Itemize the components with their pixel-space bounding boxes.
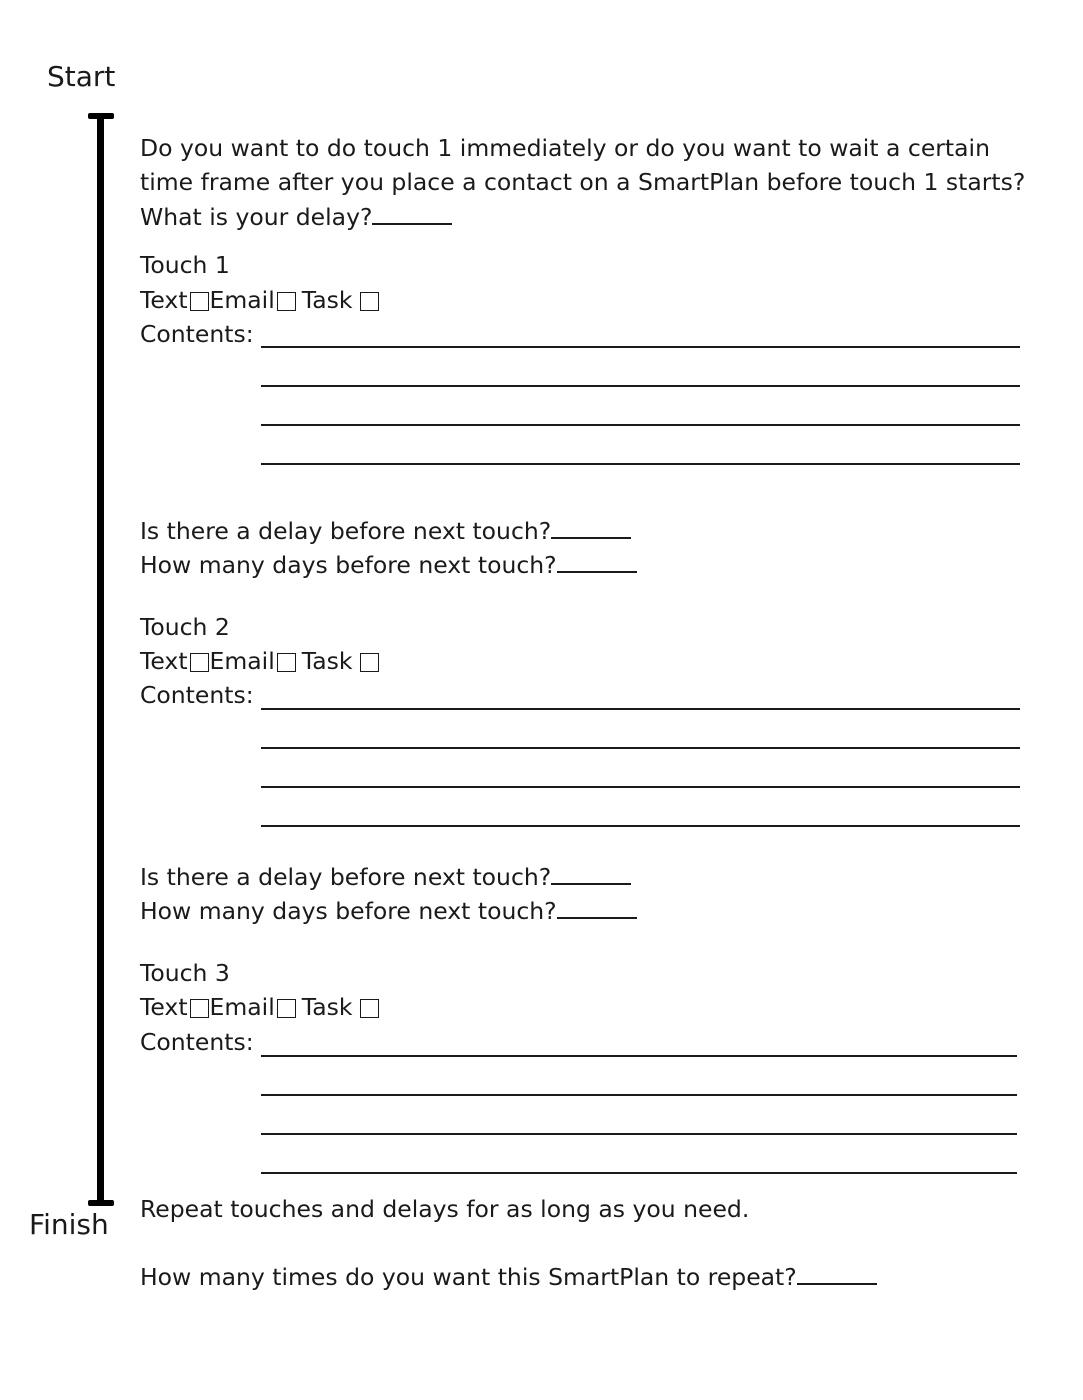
touch-1-days-question: How many days before next touch? bbox=[140, 551, 557, 579]
start-label: Start bbox=[47, 60, 116, 93]
touch-1-delay-blank[interactable] bbox=[551, 533, 631, 539]
intro-delay-question: What is your delay? bbox=[140, 203, 373, 231]
touch-2-delay-blank[interactable] bbox=[551, 879, 631, 885]
touch-2-contents-line-2[interactable] bbox=[261, 747, 1020, 749]
touch-3-contents-line-2[interactable] bbox=[261, 1094, 1017, 1096]
touch-1-days-blank[interactable] bbox=[557, 567, 637, 573]
touch-3-contents-line-1[interactable] bbox=[261, 1055, 1017, 1057]
intro-line-2: time frame after you place a contact on a SmartPlan before touch 1 starts? bbox=[140, 168, 1026, 196]
touch-3-type-row bbox=[140, 990, 380, 1024]
touch-2-task-label: Task bbox=[301, 647, 353, 675]
timeline-bar bbox=[97, 116, 104, 1206]
touch-2-title: Touch 2 bbox=[140, 613, 230, 641]
touch-1-type-row bbox=[140, 283, 380, 317]
touch-1-delay-row bbox=[140, 514, 631, 548]
finish-label: Finish bbox=[29, 1208, 109, 1241]
touch-3-task-checkbox[interactable] bbox=[360, 999, 379, 1018]
touch-1-contents-line-4[interactable] bbox=[261, 463, 1020, 465]
touch-2-text-label: Text bbox=[140, 647, 188, 675]
touch-2-email-label: Email bbox=[209, 647, 275, 675]
touch-3-email-checkbox[interactable] bbox=[277, 999, 296, 1018]
touch-2-type-row bbox=[140, 644, 380, 678]
touch-3-text-checkbox[interactable] bbox=[190, 999, 209, 1018]
timeline-end-cap bbox=[88, 1200, 114, 1206]
touch-3-title: Touch 3 bbox=[140, 959, 230, 987]
touch-3-email-label: Email bbox=[209, 993, 275, 1021]
touch-2-days-question: How many days before next touch? bbox=[140, 897, 557, 925]
touch-2-delay-question: Is there a delay before next touch? bbox=[140, 863, 552, 891]
touch-2-contents-line-3[interactable] bbox=[261, 786, 1020, 788]
touch-2-contents-label: Contents: bbox=[140, 681, 254, 709]
touch-1-text-label: Text bbox=[140, 286, 188, 314]
touch-2-contents-line-1[interactable] bbox=[261, 708, 1020, 710]
touch-1-delay-question: Is there a delay before next touch? bbox=[140, 517, 552, 545]
touch-3-task-label: Task bbox=[301, 993, 353, 1021]
touch-2-days-blank[interactable] bbox=[557, 913, 637, 919]
touch-2-task-checkbox[interactable] bbox=[360, 653, 379, 672]
touch-1-contents-line-1[interactable] bbox=[261, 346, 1020, 348]
touch-3-contents-label: Contents: bbox=[140, 1028, 254, 1056]
touch-1-email-label: Email bbox=[209, 286, 275, 314]
touch-1-contents-label: Contents: bbox=[140, 320, 254, 348]
repeat-count-blank[interactable] bbox=[797, 1279, 877, 1285]
touch-2-contents-line-4[interactable] bbox=[261, 825, 1020, 827]
touch-2-email-checkbox[interactable] bbox=[277, 653, 296, 672]
touch-1-email-checkbox[interactable] bbox=[277, 292, 296, 311]
intro-delay-blank[interactable] bbox=[372, 219, 452, 225]
touch-1-text-checkbox[interactable] bbox=[190, 292, 209, 311]
touch-2-days-row bbox=[140, 894, 637, 928]
touch-1-title: Touch 1 bbox=[140, 251, 230, 279]
touch-3-contents-line-3[interactable] bbox=[261, 1133, 1017, 1135]
repeat-question: How many times do you want this SmartPlan to repeat? bbox=[140, 1263, 797, 1291]
touch-1-task-checkbox[interactable] bbox=[360, 292, 379, 311]
repeat-note: Repeat touches and delays for as long as you need. bbox=[140, 1195, 750, 1223]
touch-1-task-label: Task bbox=[301, 286, 353, 314]
touch-3-contents-line-4[interactable] bbox=[261, 1172, 1017, 1174]
touch-1-contents-line-3[interactable] bbox=[261, 424, 1020, 426]
intro-delay-row bbox=[140, 200, 452, 234]
touch-1-contents-line-2[interactable] bbox=[261, 385, 1020, 387]
repeat-question-row bbox=[140, 1260, 877, 1294]
touch-2-delay-row bbox=[140, 860, 631, 894]
touch-3-text-label: Text bbox=[140, 993, 188, 1021]
intro-line-1: Do you want to do touch 1 immediately or do you want to wait a certain bbox=[140, 134, 990, 162]
touch-1-days-row bbox=[140, 548, 637, 582]
touch-2-text-checkbox[interactable] bbox=[190, 653, 209, 672]
